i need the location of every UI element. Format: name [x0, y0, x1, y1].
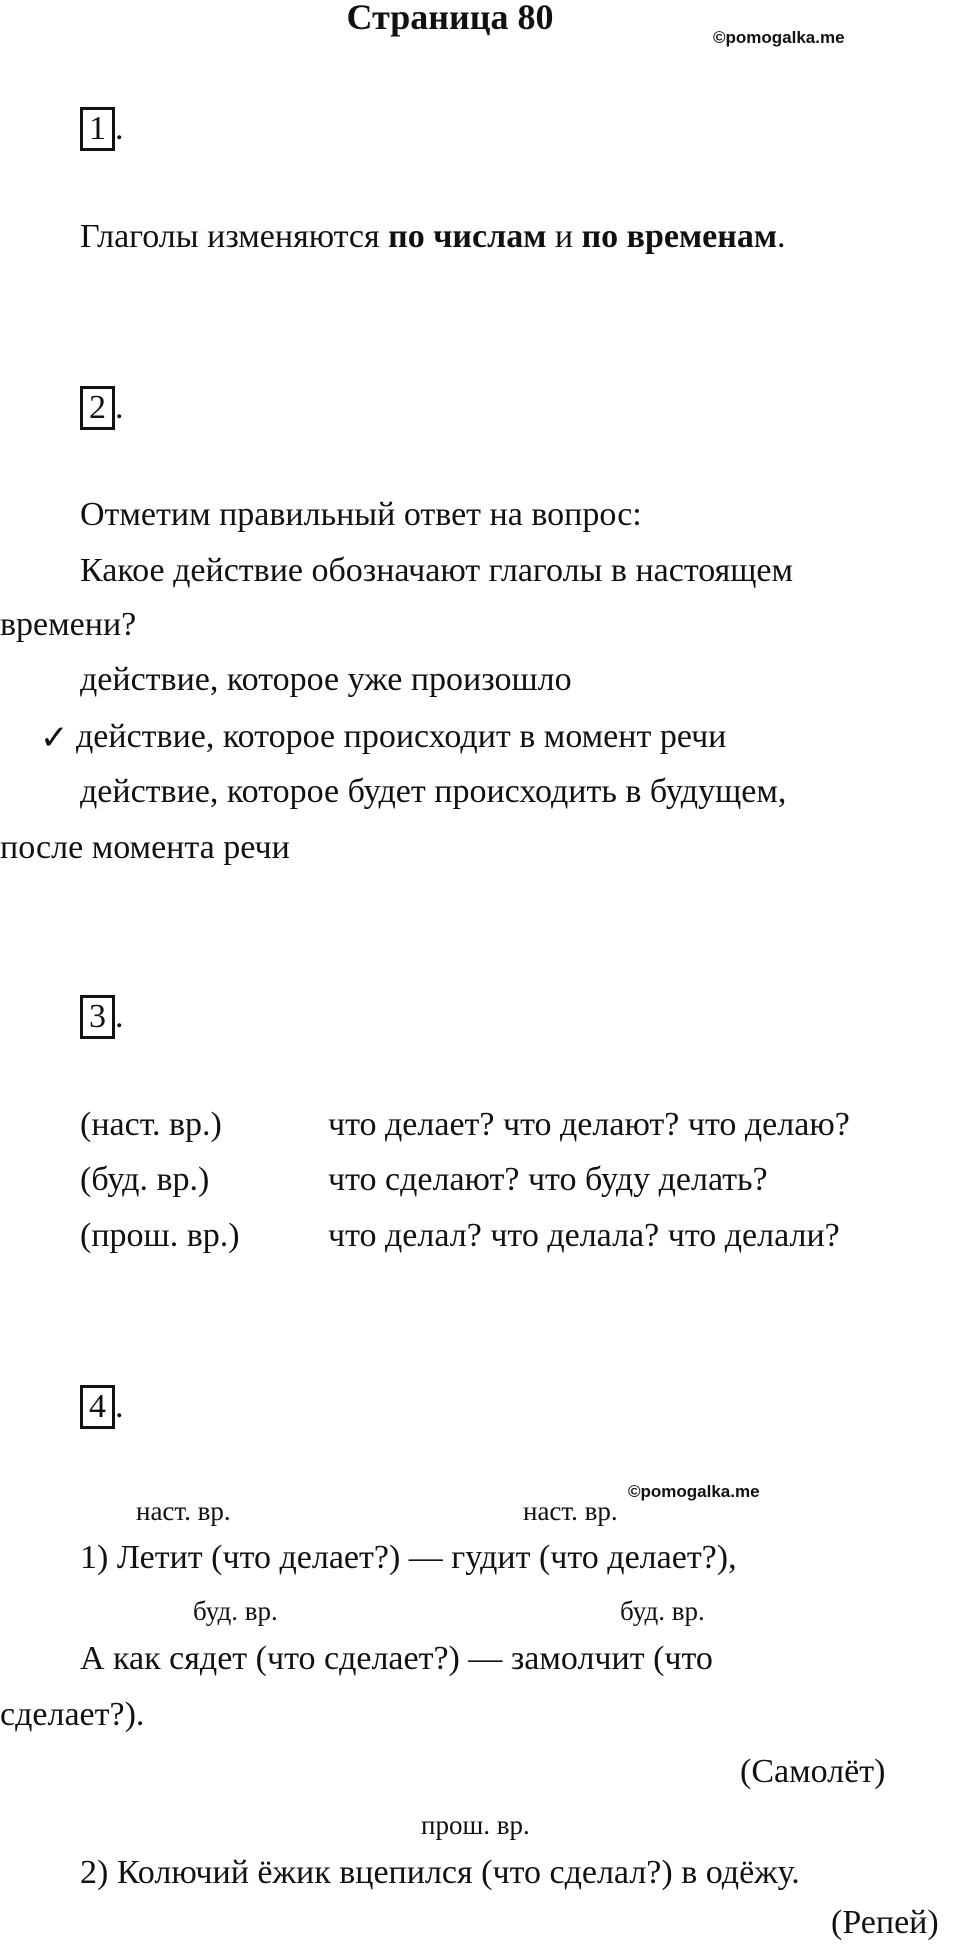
task-2-question-line2: времени? — [0, 606, 137, 643]
riddle-answer-1: (Самолёт) — [740, 1753, 886, 1790]
task-2-number: 2 . — [80, 386, 124, 430]
task-2-option-3-line1: действие, которое будет происходить в будущем, — [80, 773, 787, 810]
task-2-box: 2 — [80, 386, 115, 430]
tense-note-3: прош. вр. — [421, 1810, 530, 1840]
page-title: Страница 80 — [346, 0, 554, 37]
task-1-box: 1 — [80, 107, 115, 151]
tense-note-2b: буд. вр. — [620, 1596, 705, 1626]
tense-note-2a: буд. вр. — [193, 1596, 278, 1626]
task-3-number: 3 . — [80, 995, 124, 1039]
task-3-box: 3 — [80, 995, 115, 1039]
task-1-mid: и — [546, 218, 582, 255]
task-2-option-2: действие, которое происходит в момент речи — [76, 718, 727, 755]
task-3-tense-1: (наст. вр.) — [80, 1106, 222, 1143]
task-2-option-1: действие, которое уже произошло — [80, 661, 572, 698]
task-4-line-2a: А как сядет (что сделает?) — замолчит (что — [80, 1640, 713, 1677]
watermark-top: ©pomogalka.me — [713, 28, 845, 47]
tense-note-1a: наст. вр. — [136, 1496, 231, 1526]
task-4-line-2b: сделает?). — [0, 1696, 145, 1733]
task-1-pre: Глаголы изменяются — [80, 218, 389, 255]
task-3-questions-2: что сделают? что буду делать? — [328, 1161, 768, 1198]
task-1-bold-tenses: по временам — [581, 218, 778, 255]
task-4-number: 4 . — [80, 1385, 124, 1429]
task-1-bold-numbers: по числам — [388, 218, 547, 255]
task-1-text — [80, 218, 786, 256]
task-1-end: . — [777, 218, 786, 255]
watermark-mid: ©pomogalka.me — [628, 1482, 760, 1501]
tense-note-1b: наст. вр. — [523, 1496, 618, 1526]
task-2-option-3-line2: после момента речи — [0, 829, 290, 866]
task-3-questions-1: что делает? что делают? что делаю? — [328, 1106, 850, 1143]
task-3-questions-3: что делал? что делала? что делали? — [328, 1217, 840, 1254]
task-2-question-line1: Какое действие обозначают глаголы в настоящем — [80, 552, 794, 589]
task-2-intro: Отметим правильный ответ на вопрос: — [80, 496, 642, 533]
task-4-line-3: 2) Колючий ёжик вцепился (что сделал?) в одёжу. — [80, 1854, 800, 1891]
checkmark-icon: ✓ — [40, 718, 69, 758]
task-1-number: 1 . — [80, 107, 124, 151]
task-4-line-1: 1) Летит (что делает?) — гудит (что делает?), — [80, 1539, 737, 1576]
task-3-tense-2: (буд. вр.) — [80, 1161, 210, 1198]
task-3-tense-3: (прош. вр.) — [80, 1217, 240, 1254]
task-4-box: 4 — [80, 1385, 115, 1429]
riddle-answer-2: (Репей) — [831, 1904, 939, 1941]
